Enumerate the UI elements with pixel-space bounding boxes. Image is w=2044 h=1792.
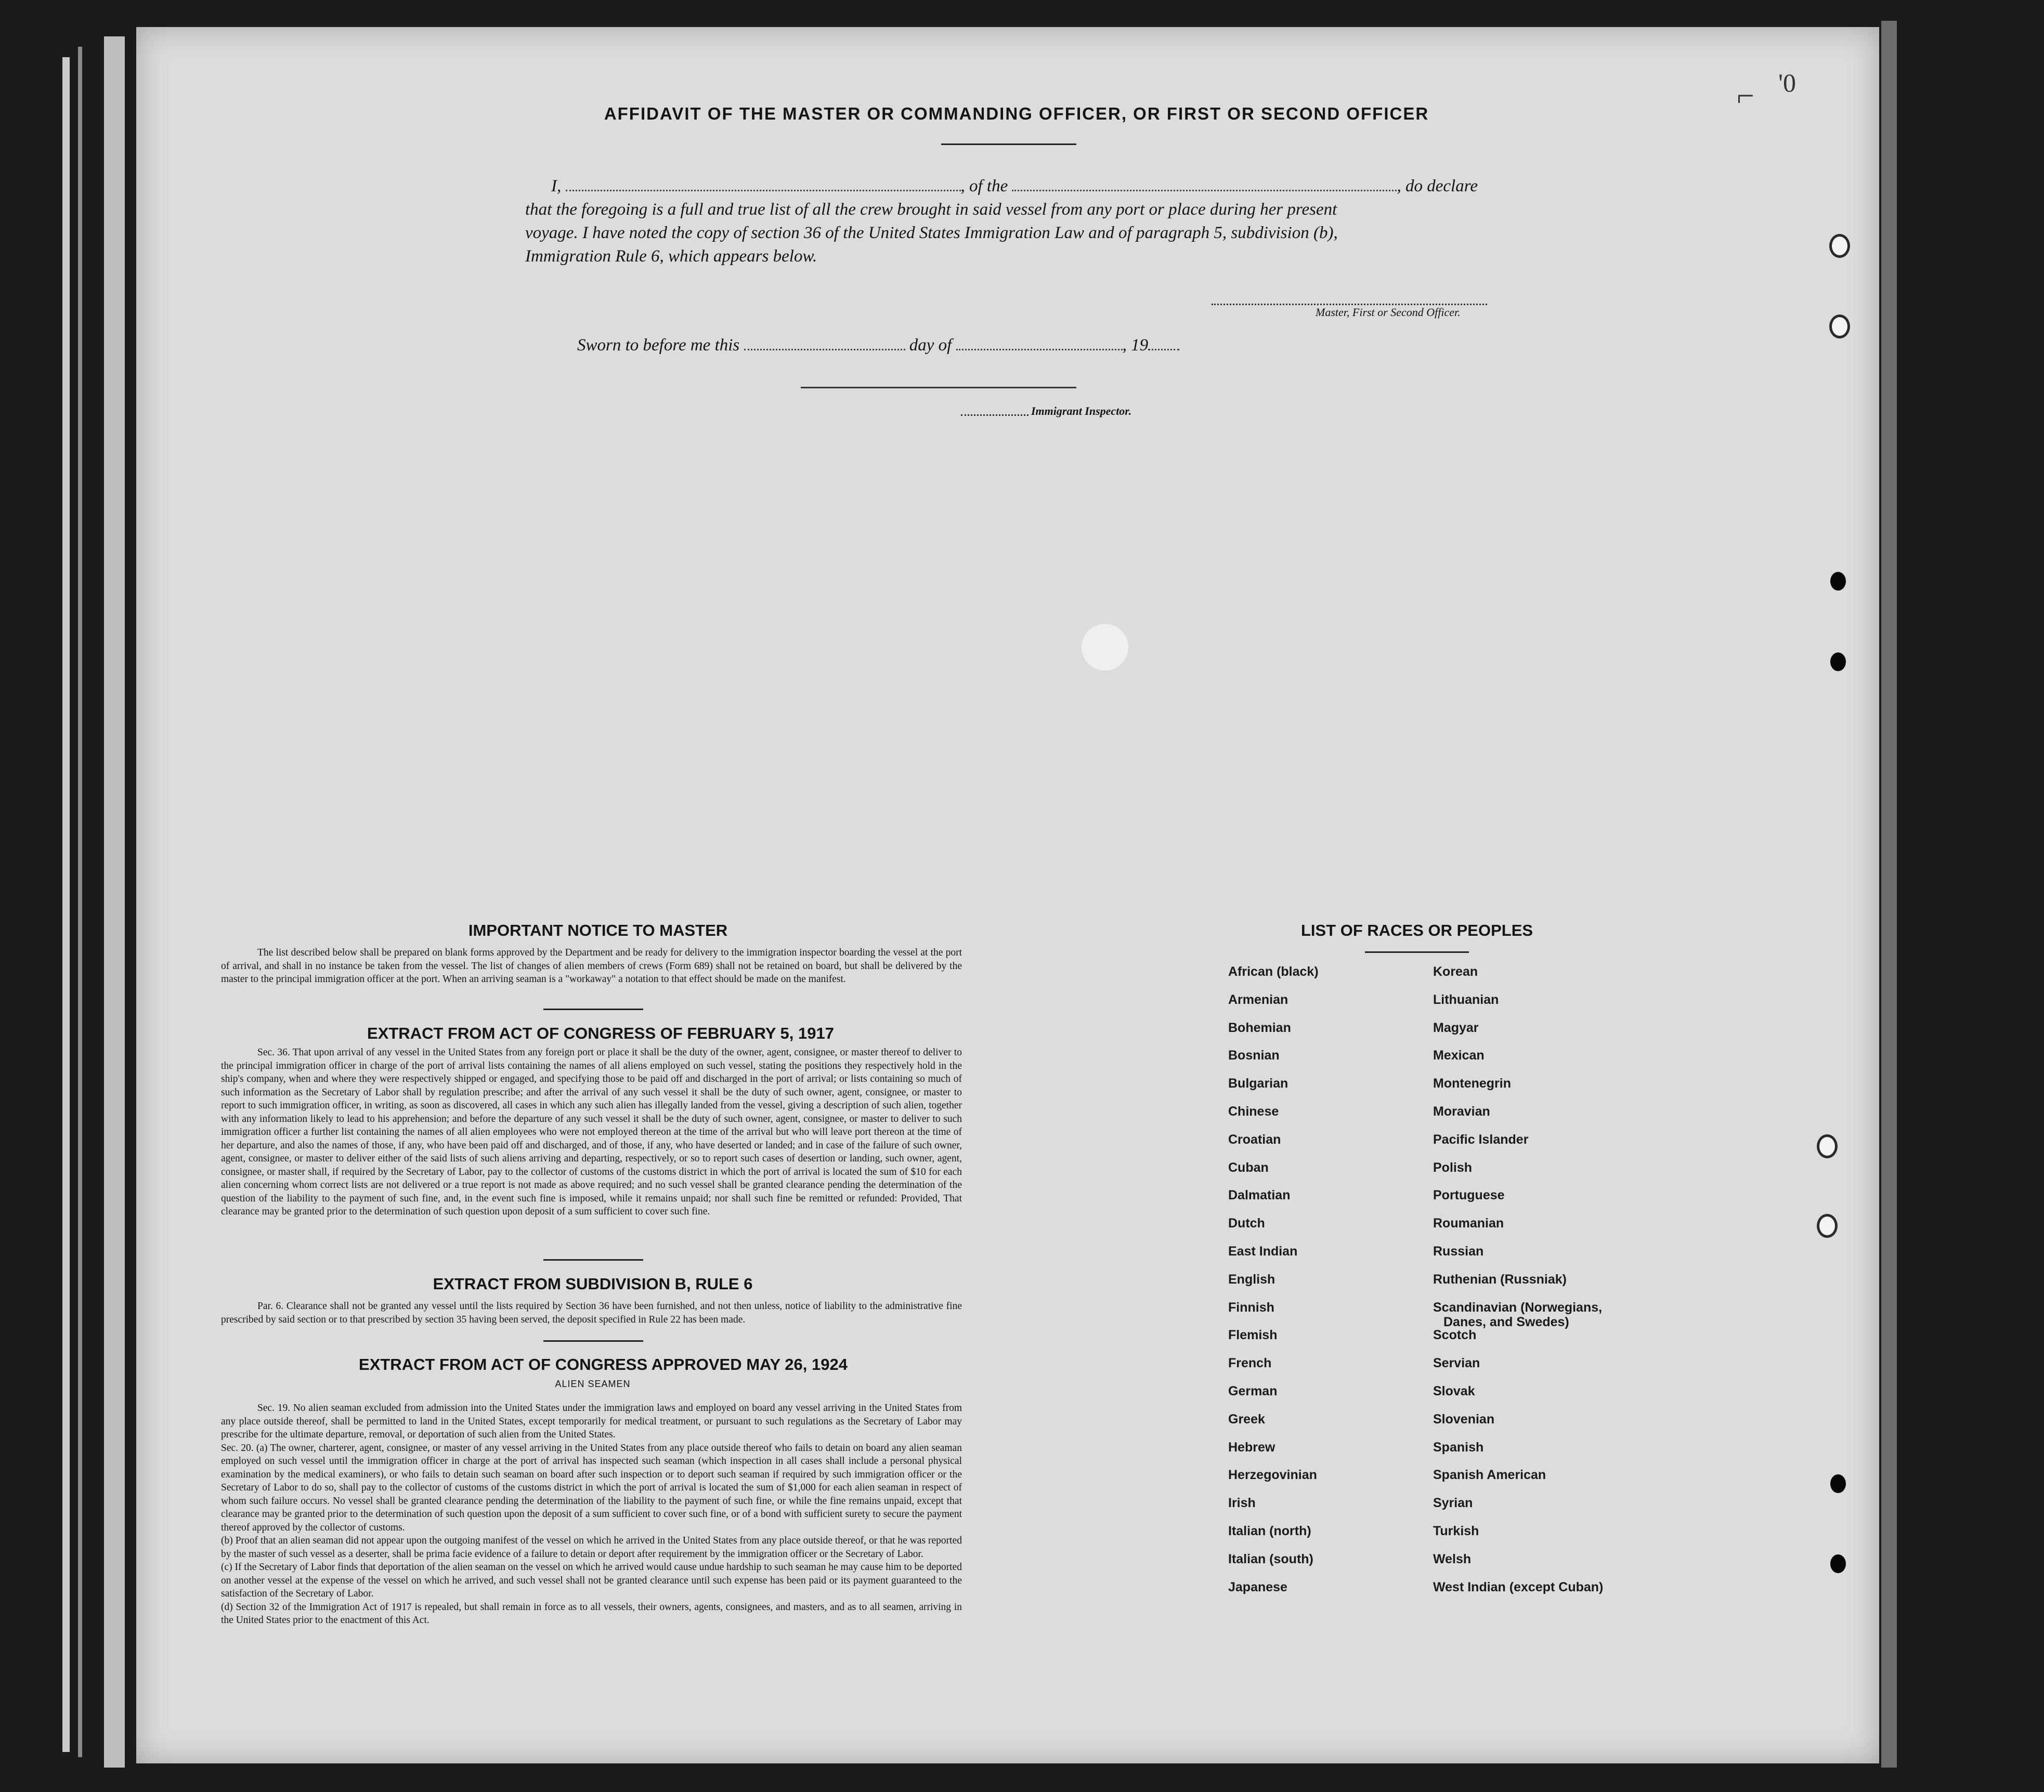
race-item: Irish: [1228, 1496, 1256, 1511]
race-item: Finnish: [1228, 1300, 1274, 1315]
binder-hole: [1830, 1474, 1846, 1493]
race-item: Ruthenian (Russniak): [1433, 1272, 1567, 1287]
sworn-day-field[interactable]: [744, 336, 905, 350]
race-item: Italian (south): [1228, 1551, 1313, 1566]
binder-hole: [1817, 1134, 1838, 1158]
page-edge: [104, 36, 125, 1768]
master-signature-caption: Master, First or Second Officer.: [1316, 306, 1461, 319]
race-item: Bulgarian: [1228, 1076, 1288, 1091]
race-item: Spanish: [1433, 1440, 1484, 1455]
race-item: Chinese: [1228, 1104, 1279, 1119]
race-item: Dutch: [1228, 1216, 1265, 1231]
inspector-caption: Immigrant Inspector.: [1031, 404, 1132, 417]
extract-rule6-text: Par. 6. Clearance shall not be granted any vessel until the lists required by Section 36 have been furnished, and not then unless, notice of liability to the administrative fine prescribed by said section or to that prescribed by section 35 having been served, the deposit specified in Rule 22 has been made.: [221, 1301, 962, 1325]
name-field[interactable]: [566, 177, 961, 191]
race-item: English: [1228, 1272, 1275, 1287]
race-item: Cuban: [1228, 1160, 1269, 1175]
race-item: Russian: [1433, 1244, 1484, 1259]
race-item: Moravian: [1433, 1104, 1490, 1119]
race-item: Mexican: [1433, 1048, 1485, 1063]
extract-1924-text: Sec. 19. No alien seaman excluded from admission into the United States under the immigration laws and employed on board any vessel arriving in the United States from any place outside thereof, shall be permitted to land in the United States, except temporarily for medical treatment, or pursuant to such regulations as the Secretary of Labor may prescribe for the ultimate departure, removal, or deportation of such alien from the United States. Sec. 20. (a) The owner, charterer, agent, consignee, or master of any vessel arriving in the United States from any place outside thereof who fails to detain on board any alien seaman employed on such vessel until the immigration officer in charge at the port of arrival has inspected such seaman (which inspection in all cases shall include a personal physical examination by the medical examiners), or who fails to detain such seaman on board after such inspection or to deport such seaman if required by such immigration officer or the Secretary of Labor to do so, shall pay to the collector of customs of the customs district in which the port of arrival is located the sum of $1,000 for each alien seaman in respect of whom such failure occurs. No vessel shall be granted clearance pending the determination of the liability to the payment of such fine, or while the fine remains unpaid, except that clearance may be granted prior to the determination of such question upon the deposit of a sum sufficient to cover such fine, or of a bond with sufficient surety to secure the payment thereof approved by the collector of customs. (b) Proof that an alien seaman did not appear upon the outgoing manifest of the vessel on which he arrived in the United States from any place outside thereof, or that he was reported by the master of such vessel as a deserter, shall be prima facie evidence of a failure to detain or deport after requirement by the immigration officer or the Secretary of Labor. (c) If the Secretary of Labor finds that deportation of the alien seaman on the vessel on which he arrived would cause undue hardship to such seaman he may cause him to be deported on another vessel at the expense of the vessel on which he arrived, and such vessel shall not be granted clearance until such expense has been paid or its payment guaranteed to the satisfaction of the Secretary of Labor. (d) Section 32 of the Immigration Act of 1917 is repealed, but shall remain in force as to all vessels, their owners, agents, consignees, and masters, and as to all seamen, arriving in the United States prior to the enactment of this Act.: [221, 1403, 962, 1626]
race-item: Turkish: [1433, 1523, 1479, 1538]
paper-stain: [1082, 624, 1128, 671]
declaration-line-3: voyage. I have noted the copy of section 36 of the United States Immigration Law and of paragraph 5, subdivision (b),: [525, 224, 1338, 242]
race-item: [1433, 1300, 1603, 1328]
divider-rule: [543, 1009, 643, 1010]
race-item: Slovenian: [1433, 1411, 1495, 1427]
race-item: German: [1228, 1383, 1278, 1398]
extract-1924-title: EXTRACT FROM ACT OF CONGRESS APPROVED MAY 26, 1924: [359, 1355, 848, 1374]
sworn-text: Sworn to before me this: [577, 336, 740, 355]
divider-rule: [543, 1259, 643, 1261]
inspector-signature-line[interactable]: [801, 387, 1076, 388]
alien-seamen-subtitle: ALIEN SEAMEN: [555, 1379, 631, 1389]
declaration-line-1: [525, 177, 1487, 196]
races-left-column: [1228, 964, 1319, 1607]
race-item: Bosnian: [1228, 1048, 1280, 1063]
race-item: Welsh: [1433, 1551, 1472, 1566]
race-item: Croatian: [1228, 1132, 1281, 1147]
race-item: West Indian (except Cuban): [1433, 1579, 1604, 1594]
extract-1917-text: Sec. 36. That upon arrival of any vessel in the United States from any foreign port or place it shall be the duty of the owner, agent, consignee, or master thereof to deliver to the principal immigration officer in charge of the port of arrival lists containing the names of all aliens employed on such vessel, stating the positions they respectively hold in the ship's company, when and where they were respectively shipped or engaged, and specifying those to be paid off and discharged in the port of arrival; or lists containing so much of such information as the Secretary of Labor shall by regulation prescribe; and after the arrival of any such vessel it shall be the duty of such owner, agent, consignee, or master to report to such immigration officer, in writing, as soon as discovered, all cases in which any such alien has illegally landed from the vessel, giving a description of such alien, together with any information likely to lead to his apprehension; and before the departure of any such vessel it shall be the duty of such owner, agent, consignee, or master to deliver to such immigration officer a further list containing the names of all alien employees who were not employed thereon at the time of the arrival but who will leave port thereon at the time of her departure, and also the names of those, if any, who have been paid off and discharged, and of those, if any, who have deserted or landed; and in case of the failure of such owner, agent, consignee, or master to deliver either of the said lists of such aliens arriving and departing, respectively, or so to report such cases of desertion or landing, such owner, agent, consignee, or master shall, if required by the Secretary of Labor, pay to the collector of customs of the customs district in which the port of arrival is located the sum of $10 for each alien concerning whom correct lists are not delivered or a true report is not made as above required; and no such vessel shall be granted clearance pending the determination of the question of the liability to the payment of such fine, and, in the event such fine is imposed, while it remains unpaid; nor shall such fine be remitted or refunded: Provided, That clearance may be granted prior to the determination of such question upon deposit of a sum sufficient to cover such fine.: [221, 1047, 962, 1217]
handwritten-mark: '0: [1778, 68, 1796, 97]
notice-title: IMPORTANT NOTICE TO MASTER: [468, 921, 728, 939]
page-edge: [78, 47, 82, 1757]
binder-hole: [1817, 1214, 1838, 1238]
race-item: Hebrew: [1228, 1440, 1275, 1455]
race-item: Japanese: [1228, 1579, 1287, 1594]
race-item-line: Scandinavian (Norwegians,: [1433, 1300, 1603, 1315]
race-item: Magyar: [1433, 1020, 1479, 1035]
race-item: Bohemian: [1228, 1020, 1291, 1035]
divider-rule: [543, 1340, 643, 1342]
title-rule: [941, 143, 1076, 145]
page-edge: [62, 57, 70, 1752]
sworn-year-field[interactable]: [1148, 336, 1179, 350]
race-item: Dalmatian: [1228, 1188, 1291, 1203]
binder-hole: [1829, 315, 1850, 338]
sworn-month-field[interactable]: [956, 336, 1123, 350]
declaration-line-4: Immigration Rule 6, which appears below.: [525, 247, 817, 266]
inspector-dots: [961, 414, 1028, 416]
race-item: Herzegovinian: [1228, 1468, 1317, 1483]
sworn-line: [577, 336, 1253, 355]
binder-hole: [1830, 572, 1846, 591]
race-item: Syrian: [1433, 1496, 1473, 1511]
affidavit-title: AFFIDAVIT OF THE MASTER OR COMMANDING OFFICER, OR FIRST OR SECOND OFFICER: [604, 104, 1429, 123]
race-item: Montenegrin: [1433, 1076, 1511, 1091]
notice-text: The list described below shall be prepared on blank forms approved by the Department and be ready for delivery to the immigration inspector boarding the vessel at the port of arrival, and shall in no instance be taken from the vessel. The list of changes of alien members of crews (Form 689) shall not be retained on board, but shall be delivered by the master to the principal immigration officer at the port. When an arriving seaman is a "workaway" a notation to that effect should be made on the manifest.: [221, 947, 962, 985]
master-signature-line[interactable]: [1212, 304, 1487, 305]
vessel-field[interactable]: [1012, 177, 1397, 191]
handwritten-mark: ⌐: [1737, 79, 1754, 113]
race-item: Scotch: [1433, 1328, 1477, 1343]
declaration-i: I,: [551, 177, 562, 195]
race-item: Roumanian: [1433, 1216, 1504, 1231]
race-item: Korean: [1433, 964, 1478, 979]
binder-hole: [1830, 1554, 1846, 1573]
race-item: Spanish American: [1433, 1468, 1546, 1483]
race-item: French: [1228, 1356, 1272, 1371]
race-item-continuation: Danes, and Swedes): [1443, 1314, 1569, 1329]
binder-hole: [1829, 234, 1850, 258]
races-right-column: [1433, 964, 1603, 1607]
race-item: Greek: [1228, 1411, 1265, 1427]
declaration-do-declare: , do declare: [1397, 177, 1478, 195]
race-item: Portuguese: [1433, 1188, 1505, 1203]
sworn-day-of: day of: [909, 336, 952, 355]
race-item: Pacific Islander: [1433, 1132, 1529, 1147]
race-item: Lithuanian: [1433, 992, 1499, 1007]
race-item: African (black): [1228, 964, 1319, 979]
race-item: Flemish: [1228, 1328, 1278, 1343]
races-title-rule: [1365, 951, 1469, 953]
binder-hole: [1830, 652, 1846, 671]
extract-rule6-title: EXTRACT FROM SUBDIVISION B, RULE 6: [433, 1275, 753, 1293]
declaration-of-the: , of the: [960, 177, 1008, 195]
race-item: Servian: [1433, 1356, 1480, 1371]
declaration-line-2: that the foregoing is a full and true list of all the crew brought in said vessel from any port or place during her present: [525, 200, 1337, 219]
races-title: LIST OF RACES OR PEOPLES: [1300, 921, 1533, 939]
race-item: Polish: [1433, 1160, 1473, 1175]
extract-1917-title: EXTRACT FROM ACT OF CONGRESS OF FEBRUARY 5, 1917: [367, 1024, 834, 1042]
race-item: East Indian: [1228, 1244, 1298, 1259]
race-item: Italian (north): [1228, 1523, 1311, 1538]
race-item: Armenian: [1228, 992, 1288, 1007]
page-edge: [1881, 21, 1897, 1768]
sworn-year-prefix: , 19: [1122, 336, 1149, 355]
race-item: Slovak: [1433, 1383, 1475, 1398]
